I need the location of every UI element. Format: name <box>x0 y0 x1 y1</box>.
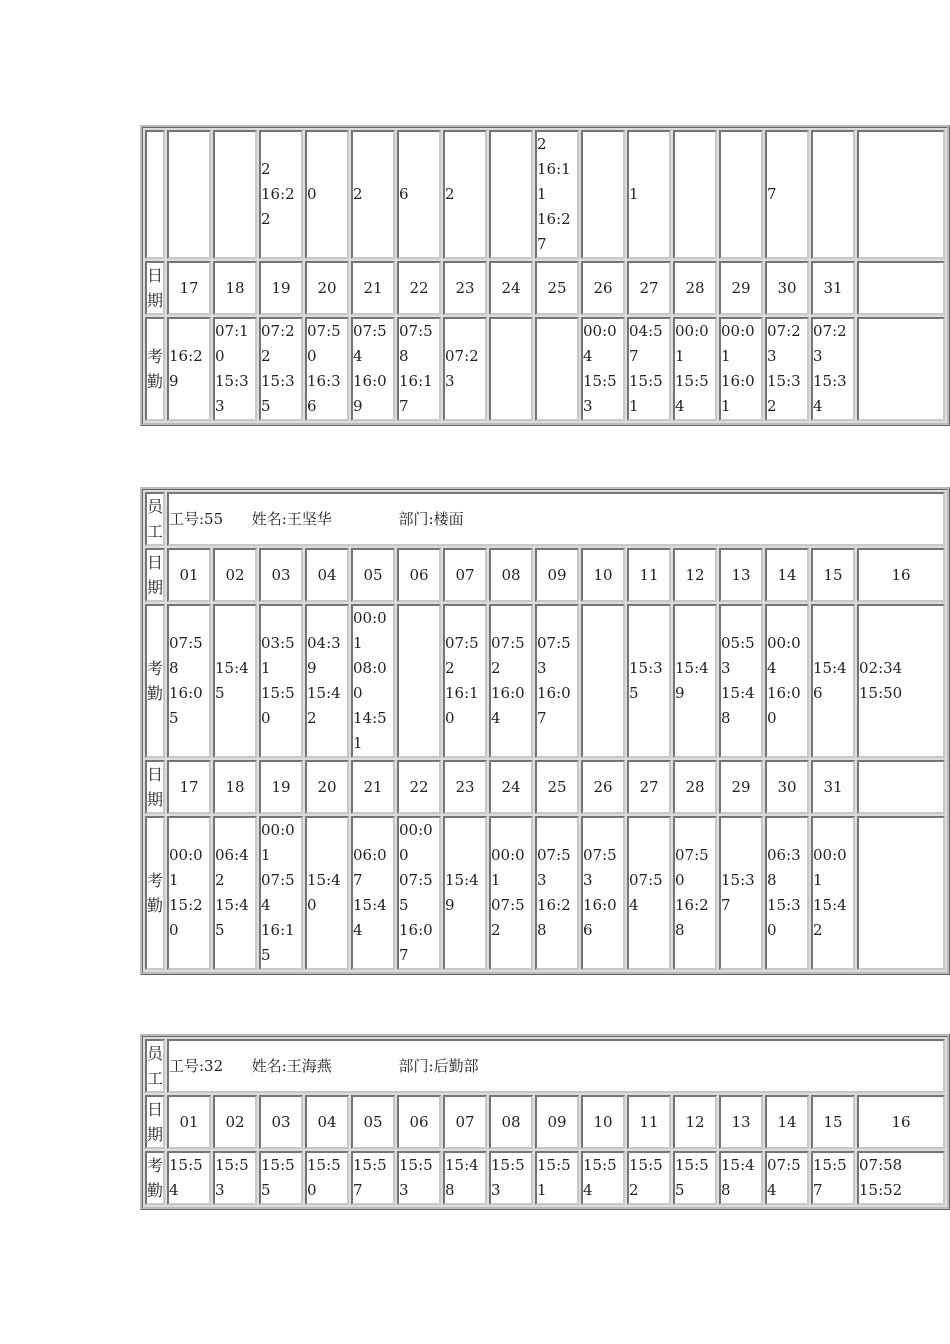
time-cell: 15:5 5 <box>673 1151 717 1205</box>
time-cell: 15:5 1 <box>535 1151 579 1205</box>
date-cell: 25 <box>535 760 579 814</box>
date-cell: 01 <box>167 1095 211 1149</box>
time-cell: 15:5 2 <box>627 1151 671 1205</box>
employee-header-row <box>145 492 945 546</box>
time-cell: 07:2 3 <box>443 317 487 421</box>
date-cell: 13 <box>719 1095 763 1149</box>
time-cell: 00:0 1 08:0 0 14:5 1 <box>351 604 395 758</box>
date-cell: 14 <box>765 1095 809 1149</box>
time-cell: 2 16:1 1 16:2 7 <box>535 130 579 259</box>
date-cell: 10 <box>581 548 625 602</box>
date-cell: 05 <box>351 1095 395 1149</box>
time-cell: 15:5 3 <box>397 1151 441 1205</box>
time-cell: 15:5 3 <box>213 1151 257 1205</box>
date-cell: 30 <box>765 261 809 315</box>
time-cell: 00:0 1 07:5 2 <box>489 816 533 970</box>
date-cell: 28 <box>673 261 717 315</box>
time-cell: 07:5 2 16:0 4 <box>489 604 533 758</box>
date-cell: 31 <box>811 760 855 814</box>
date-cell: 13 <box>719 548 763 602</box>
date-cell: 16 <box>857 548 945 602</box>
time-cell: 00:0 1 15:5 4 <box>673 317 717 421</box>
date-cell: 07 <box>443 1095 487 1149</box>
date-cell <box>857 261 945 315</box>
attendance-label: 考勤 <box>145 1151 165 1205</box>
date-cell: 26 <box>581 261 625 315</box>
date-cell: 11 <box>627 548 671 602</box>
time-cell: 07:5 3 16:2 8 <box>535 816 579 970</box>
attendance-row <box>145 317 945 421</box>
date-cell: 22 <box>397 760 441 814</box>
date-cell: 06 <box>397 1095 441 1149</box>
time-cell: 2 <box>351 130 395 259</box>
time-cell: 07:5 4 <box>765 1151 809 1205</box>
attendance-row <box>145 1151 945 1205</box>
time-cell: 00:0 4 15:5 3 <box>581 317 625 421</box>
employee-info: 工号:32 姓名:王海燕 部门:后勤部 <box>167 1039 945 1093</box>
time-cell: 00:0 1 16:0 1 <box>719 317 763 421</box>
date-cell: 20 <box>305 760 349 814</box>
time-cell <box>719 130 763 259</box>
time-cell: 00:0 0 07:5 5 16:0 7 <box>397 816 441 970</box>
previous-times-row <box>145 130 945 259</box>
date-cell: 06 <box>397 548 441 602</box>
date-cell: 31 <box>811 261 855 315</box>
date-cell: 09 <box>535 1095 579 1149</box>
date-cell: 19 <box>259 760 303 814</box>
date-cell: 04 <box>305 1095 349 1149</box>
time-cell: 00:0 4 16:0 0 <box>765 604 809 758</box>
time-cell: 07:5 3 16:0 7 <box>535 604 579 758</box>
date-cell: 20 <box>305 261 349 315</box>
date-cell: 19 <box>259 261 303 315</box>
date-cell: 07 <box>443 548 487 602</box>
time-cell: 06:4 2 15:4 5 <box>213 816 257 970</box>
time-cell: 00:0 1 15:2 0 <box>167 816 211 970</box>
time-cell: 7 <box>765 130 809 259</box>
time-cell: 07:1 0 15:3 3 <box>213 317 257 421</box>
time-cell <box>581 604 625 758</box>
time-cell: 15:5 7 <box>811 1151 855 1205</box>
date-row <box>145 261 945 315</box>
date-label: 日期 <box>145 1095 165 1149</box>
employee-info: 工号:55 姓名:王坚华 部门:楼面 <box>167 492 945 546</box>
date-cell: 27 <box>627 261 671 315</box>
time-cell: 15:5 4 <box>167 1151 211 1205</box>
time-cell: 07:5 4 <box>627 816 671 970</box>
date-cell: 26 <box>581 760 625 814</box>
date-cell: 09 <box>535 548 579 602</box>
date-cell: 18 <box>213 760 257 814</box>
date-cell <box>857 760 945 814</box>
time-cell: 04:3 9 15:4 2 <box>305 604 349 758</box>
attendance-table-continued <box>140 125 950 426</box>
time-cell: 2 <box>443 130 487 259</box>
date-label: 日期 <box>145 261 165 315</box>
date-cell: 15 <box>811 1095 855 1149</box>
attendance-label: 考勤 <box>145 816 165 970</box>
date-cell: 28 <box>673 760 717 814</box>
date-cell: 23 <box>443 261 487 315</box>
date-cell: 30 <box>765 760 809 814</box>
date-cell: 25 <box>535 261 579 315</box>
time-cell: 02:34 15:50 <box>857 604 945 758</box>
attendance-label: 考勤 <box>145 317 165 421</box>
date-cell: 02 <box>213 548 257 602</box>
time-cell: 07:5 3 16:0 6 <box>581 816 625 970</box>
time-cell: 15:4 5 <box>213 604 257 758</box>
date-row <box>145 760 945 814</box>
time-cell: 16:2 9 <box>167 317 211 421</box>
date-cell: 14 <box>765 548 809 602</box>
date-cell: 04 <box>305 548 349 602</box>
time-cell: 07:58 15:52 <box>857 1151 945 1205</box>
time-cell: 15:5 4 <box>581 1151 625 1205</box>
date-cell: 23 <box>443 760 487 814</box>
employee-label: 员工 <box>145 492 165 546</box>
date-cell: 12 <box>673 548 717 602</box>
date-cell: 01 <box>167 548 211 602</box>
date-row <box>145 548 945 602</box>
time-cell: 07:2 3 15:3 4 <box>811 317 855 421</box>
time-cell: 15:5 7 <box>351 1151 395 1205</box>
time-cell: 07:5 8 16:0 5 <box>167 604 211 758</box>
time-cell: 0 <box>305 130 349 259</box>
time-cell: 07:5 8 16:1 7 <box>397 317 441 421</box>
attendance-row <box>145 604 945 758</box>
time-cell <box>489 130 533 259</box>
time-cell: 07:5 0 16:3 6 <box>305 317 349 421</box>
date-cell: 11 <box>627 1095 671 1149</box>
time-cell: 00:0 1 15:4 2 <box>811 816 855 970</box>
date-cell: 24 <box>489 760 533 814</box>
time-cell: 07:5 2 16:1 0 <box>443 604 487 758</box>
employee-label: 员工 <box>145 1039 165 1093</box>
time-cell: 07:2 2 15:3 5 <box>259 317 303 421</box>
date-cell: 29 <box>719 261 763 315</box>
date-label: 日期 <box>145 548 165 602</box>
date-cell: 15 <box>811 548 855 602</box>
time-cell: 07:5 0 16:2 8 <box>673 816 717 970</box>
date-cell: 17 <box>167 261 211 315</box>
time-cell: 15:4 9 <box>673 604 717 758</box>
time-cell: 05:5 3 15:4 8 <box>719 604 763 758</box>
time-cell: 07:5 4 16:0 9 <box>351 317 395 421</box>
time-cell: 00:0 1 07:5 4 16:1 5 <box>259 816 303 970</box>
time-cell: 15:3 5 <box>627 604 671 758</box>
date-cell: 18 <box>213 261 257 315</box>
time-cell <box>213 130 257 259</box>
time-cell: 07:2 3 15:3 2 <box>765 317 809 421</box>
date-cell: 24 <box>489 261 533 315</box>
time-cell <box>535 317 579 421</box>
time-cell: 6 <box>397 130 441 259</box>
time-cell <box>857 317 945 421</box>
time-cell: 15:4 9 <box>443 816 487 970</box>
date-cell: 05 <box>351 548 395 602</box>
date-cell: 16 <box>857 1095 945 1149</box>
time-cell: 15:4 8 <box>443 1151 487 1205</box>
attendance-label: 考勤 <box>145 604 165 758</box>
time-cell <box>397 604 441 758</box>
time-cell: 15:4 0 <box>305 816 349 970</box>
time-cell <box>811 130 855 259</box>
date-cell: 21 <box>351 261 395 315</box>
time-cell: 04:5 7 15:5 1 <box>627 317 671 421</box>
time-cell: 2 16:2 2 <box>259 130 303 259</box>
time-cell: 15:5 5 <box>259 1151 303 1205</box>
time-cell: 15:5 0 <box>305 1151 349 1205</box>
time-cell: 06:0 7 15:4 4 <box>351 816 395 970</box>
time-cell: 06:3 8 15:3 0 <box>765 816 809 970</box>
time-cell: 03:5 1 15:5 0 <box>259 604 303 758</box>
time-cell <box>167 130 211 259</box>
time-cell <box>673 130 717 259</box>
employee-header-row <box>145 1039 945 1093</box>
date-row <box>145 1095 945 1149</box>
attendance-table-employee-55 <box>140 487 950 975</box>
attendance-table-employee-32 <box>140 1034 950 1210</box>
row-label-empty <box>145 130 165 259</box>
time-cell: 15:4 6 <box>811 604 855 758</box>
time-cell <box>581 130 625 259</box>
date-cell: 17 <box>167 760 211 814</box>
date-label: 日期 <box>145 760 165 814</box>
date-cell: 08 <box>489 1095 533 1149</box>
attendance-row <box>145 816 945 970</box>
date-cell: 03 <box>259 548 303 602</box>
time-cell <box>857 130 945 259</box>
date-cell: 21 <box>351 760 395 814</box>
time-cell: 1 <box>627 130 671 259</box>
date-cell: 08 <box>489 548 533 602</box>
date-cell: 29 <box>719 760 763 814</box>
time-cell <box>489 317 533 421</box>
date-cell: 02 <box>213 1095 257 1149</box>
time-cell: 15:4 8 <box>719 1151 763 1205</box>
date-cell: 27 <box>627 760 671 814</box>
date-cell: 22 <box>397 261 441 315</box>
time-cell: 15:5 3 <box>489 1151 533 1205</box>
time-cell: 15:3 7 <box>719 816 763 970</box>
date-cell: 10 <box>581 1095 625 1149</box>
date-cell: 12 <box>673 1095 717 1149</box>
date-cell: 03 <box>259 1095 303 1149</box>
time-cell <box>857 816 945 970</box>
